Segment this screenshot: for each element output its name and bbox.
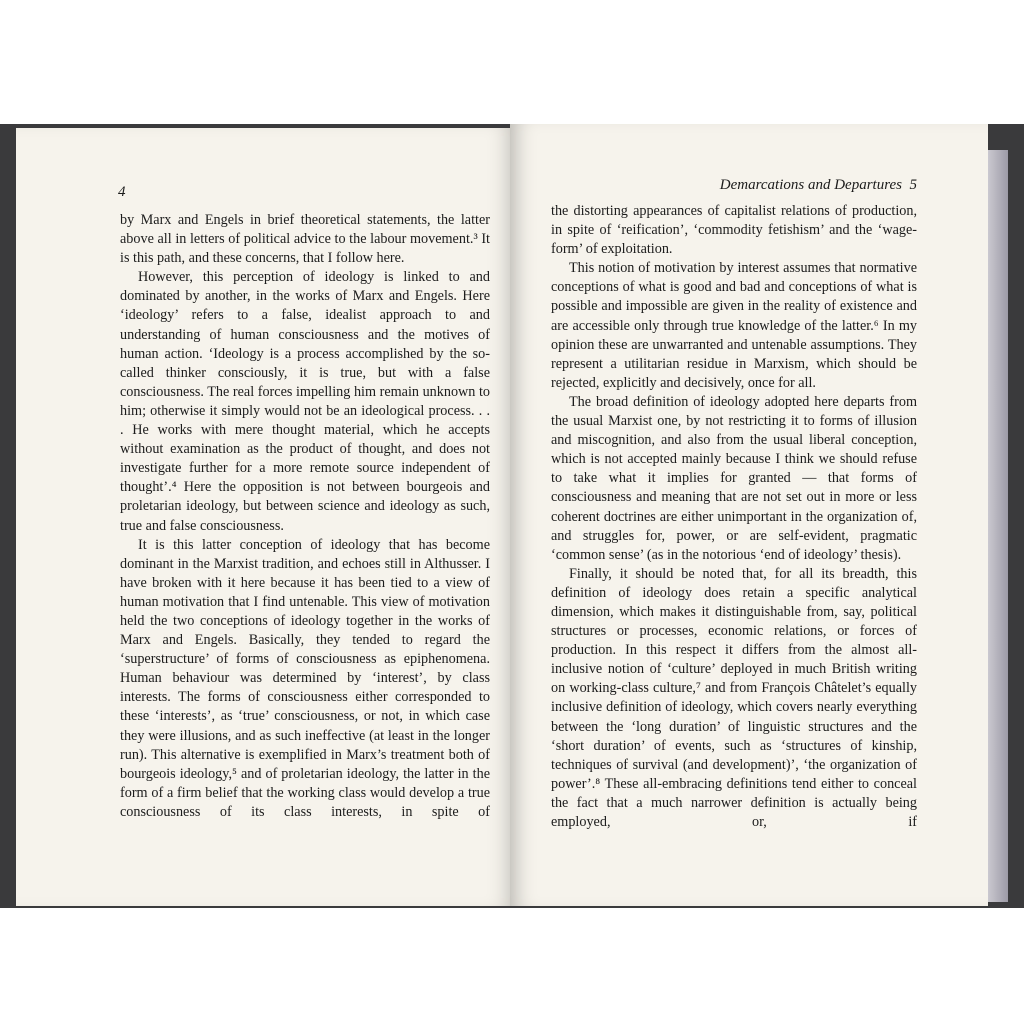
paragraph: The broad definition of ideology adopted here departs from the usual Marxist one, by not restricting it to forms of illusion and miscognition, and also from the usual liberal conception, which is not accepted mainly because I think we should refuse to take what it implies for granted — that forms of consciousness and meaning that are not set out in more or less coherent doctrines are either unimportant in the organization of, and struggles for, power, or are self-evident, pragmatic ‘common sense’ (as in the notorious ‘end of ideology’ thesis).	[551, 393, 917, 563]
paragraph: It is this latter conception of ideology that has become dominant in the Marxist tradition, and echoes still in Althusser. I have broken with it here because it has been tied to a view of human motivation that I find untenable. This view of motivation held the two conceptions of ideology together in the works of Marx and Engels. Basically, they tended to regard the ‘superstructure’ of forms of consciousness as epiphenomena. Human behaviour was determined by ‘interest’, by class interests. The forms of consciousness either corresponded to these ‘interests’, as ‘true’ consciousness, or not, in which case they were illusions, and as such ineffective (at least in the longer run). This alternative is exemplified in Marx’s treatment both of bourgeois ideology,⁵ and of proletarian ideology, the latter in the form of a firm belief that the working class would develop a true consciousness of its class interests, in spite of	[120, 536, 490, 820]
book-edge	[986, 150, 1008, 902]
right-page-body	[551, 202, 917, 832]
left-page-number: 4	[118, 184, 126, 200]
paragraph: Finally, it should be noted that, for all its breadth, this definition of ideology does retain a specific analytical dimension, which makes it distinguishable from, say, political structures or processes, economic relations, or forces of production. In this respect it differs from the almost all-inclusive notion of ‘culture’ deployed in much British writing on working-class culture,⁷ and from François Châtelet’s equally inclusive definition of ideology, which covers nearly everything between the ‘long duration’ of linguistic structures and the ‘short duration’ of events, such as ‘structures of kinship, techniques of survival (and development)’, ‘the organization of power’.⁸ These all-embracing definitions tend either to conceal the fact that a much narrower definition is actually being employed, or, if	[551, 565, 917, 830]
right-page-number: 5	[909, 177, 917, 193]
paragraph: the distorting appearances of capitalist relations of production, in spite of ‘reification’, ‘commodity fetishism’ and the ‘wage-form’ of exploitation.	[551, 203, 917, 258]
paragraph: by Marx and Engels in brief theoretical statements, the latter above all in letters of political advice to the labour movement.³ It is this path, and these concerns, that I follow here.	[120, 212, 490, 267]
paragraph: However, this perception of ideology is linked to and dominated by another, in the works of Marx and Engels. Here ‘ideology’ refers to a false, idealist approach to and understanding of human consciousness and the motives of human action. ‘Ideology is a process accomplished by the so-called thinker consciously, it is true, but with a false consciousness. The real forces impelling him remain unknown to him; otherwise it simply would not be an ideological process. . . . He works with mere thought material, which he accepts without examination as the product of thought, and does not investigate further for a more remote source independent of thought’.⁴ Here the opposition is not between bourgeois and proletarian ideology, but between science and ideology as such, true and false consciousness.	[120, 269, 490, 534]
right-running-head	[700, 177, 917, 194]
paragraph: This notion of motivation by interest assumes that normative conceptions of what is good and bad and conceptions of what is possible and impossible are given in the reality of existence and are accessible only through true knowledge of the latter.⁶ In my opinion these are unwarranted and untenable assumptions. They represent a utilitarian residue in Marxism, which should be rejected, explicitly and decisively, once for all.	[551, 260, 917, 391]
left-page-body	[120, 211, 490, 822]
running-head-title: Demarcations and Departures	[719, 177, 902, 193]
